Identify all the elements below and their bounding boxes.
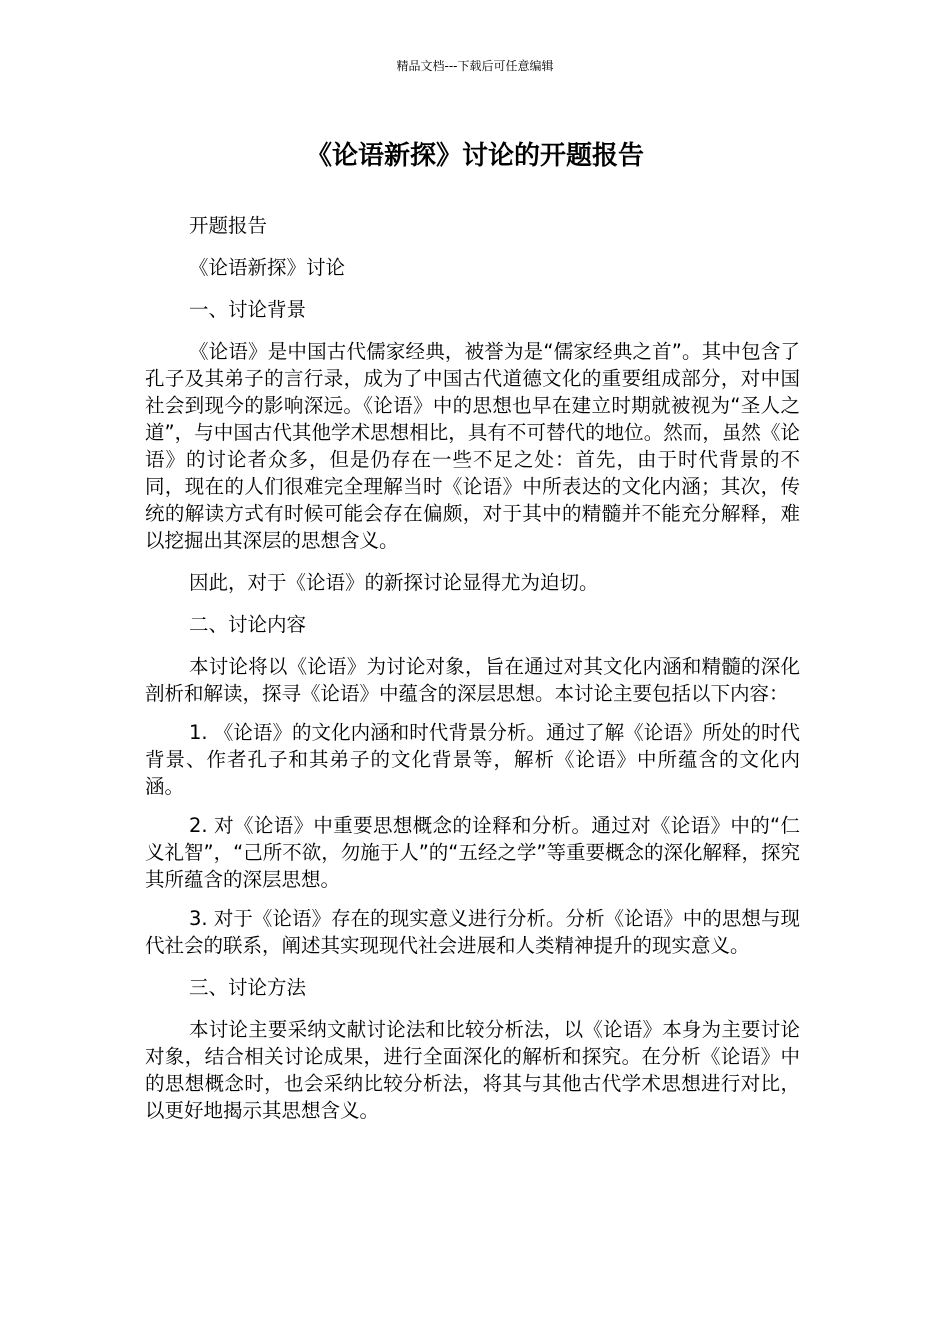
document-title: 《论语新探》讨论的开题报告 xyxy=(305,141,644,171)
list-item-1: 1. 《论语》的文化内涵和时代背景分析。通过了解《论语》所处的时代背景、作者孔子和其弟子的文化背景等，解析《论语》中所蕴含的文化内涵。 xyxy=(145,721,800,798)
list-item-3: 3. 对于《论语》存在的现实意义进行分析。分析《论语》中的思想与现代社会的联系，阐述其实现现代社会进展和人类精神提升的现实意义。 xyxy=(145,907,800,957)
list-item-2: 2. 对《论语》中重要思想概念的诠释和分析。通过对《论语》中的“仁义礼智”，“己所不欲，勿施于人”的“五经之学”等重要概念的深化解释，探究其所蕴含的深层思想。 xyxy=(145,814,801,891)
paragraph-content-intro: 本讨论将以《论语》为讨论对象，旨在通过对其文化内涵和精髓的深化剖析和解读，探寻《论语》中蕴含的深层思想。本讨论主要包括以下内容： xyxy=(145,655,800,705)
document-body xyxy=(145,212,800,1124)
paragraph-urgency: 因此，对于《论语》的新探讨论显得尤为迫切。 xyxy=(189,571,599,594)
paragraph-method: 本讨论主要采纳文献讨论法和比较分析法，以《论语》本身为主要讨论对象，结合相关讨论成果，进行全面深化的解析和探究。在分析《论语》中的思想概念时，也会采纳比较分析法，将其与其他古代学术思想进行对比，以更好地揭示其思想含义。 xyxy=(145,1018,800,1122)
section-label-report: 开题报告 xyxy=(189,214,268,237)
paragraph-background: 《论语》是中国古代儒家经典，被誉为是“儒家经典之首”。其中包含了孔子及其弟子的言行录，成为了中国古代道德文化的重要组成部分，对中国社会到现今的影响深远。《论语》中的思想也早在建立时期就被视为“圣人之道”，与中国古代其他学术思想相比，具有不可替代的地位。然而，虽然《论语》的讨论者众多，但是仍存在一些不足之处：首先，由于时代背景的不同，现在的人们很难完全理解当时《论语》中所表达的文化内涵；其次，传统的解读方式有时候可能会存在偏颇，对于其中的精髓并不能充分解释，难以挖掘出其深层的思想含义。 xyxy=(145,340,800,552)
heading-content: 二、讨论内容 xyxy=(189,613,307,636)
heading-method: 三、讨论方法 xyxy=(189,976,307,999)
page-header: 精品文档---下载后可任意编辑 xyxy=(396,59,554,73)
heading-background: 一、讨论背景 xyxy=(189,298,307,321)
section-label-topic: 《论语新探》讨论 xyxy=(189,256,346,279)
